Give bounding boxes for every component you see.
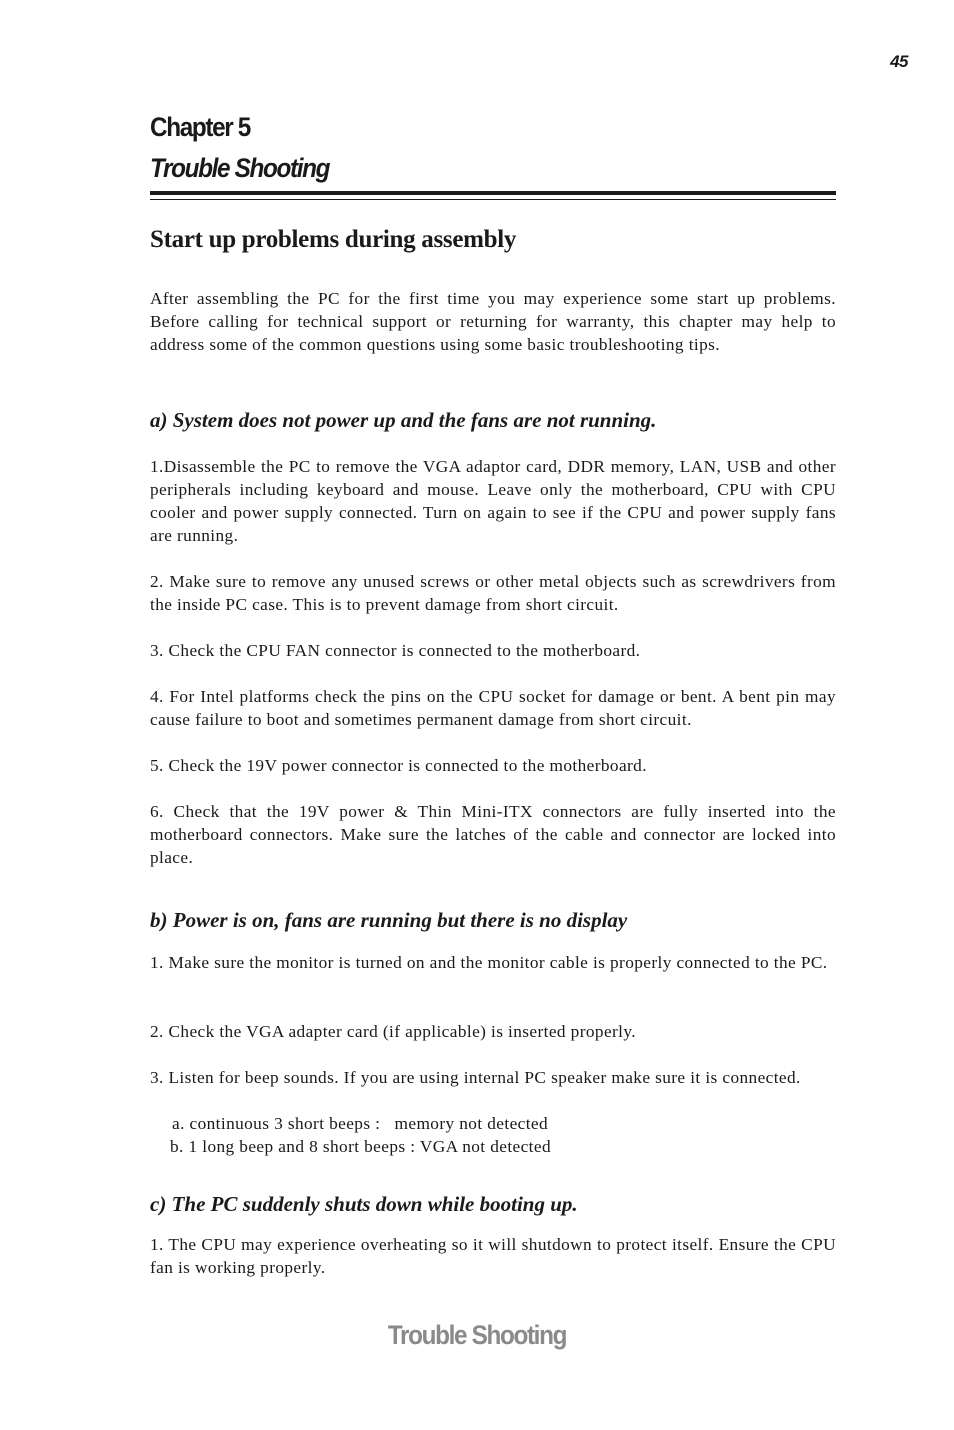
section-a-heading: a) System does not power up and the fans are not running. bbox=[150, 408, 657, 432]
section-a-item-1: 1.Disassemble the PC to remove the VGA adaptor card, DDR memory, LAN, USB and other peripherals including keyboard and mouse. Leave only the motherboard, CPU with CPU cooler and power supply connected. Turn on again to see if the CPU and power supply fans are running. bbox=[150, 457, 836, 545]
section-c-item-1: 1. The CPU may experience overheating so it will shutdown to protect itself. Ensure the CPU fan is working properly. bbox=[150, 1235, 836, 1277]
beep-item-b: b. 1 long beep and 8 short beeps : VGA not detected bbox=[170, 1137, 551, 1156]
section-b-heading: b) Power is on, fans are running but there is no display bbox=[150, 908, 628, 932]
section-a-item-4: 4. For Intel platforms check the pins on the CPU socket for damage or bent. A bent pin may cause failure to boot and sometimes permanent damage from short circuit. bbox=[150, 687, 836, 729]
section-a-item-2: 2. Make sure to remove any unused screws or other metal objects such as screwdrivers from the inside PC case. This is to prevent damage from short circuit. bbox=[150, 572, 836, 614]
section-a-item-5: 5. Check the 19V power connector is connected to the motherboard. bbox=[150, 756, 647, 775]
chapter-title: Trouble Shooting bbox=[150, 153, 330, 183]
section-b-item-2: 2. Check the VGA adapter card (if applicable) is inserted properly. bbox=[150, 1022, 637, 1041]
chapter-label: Chapter 5 bbox=[150, 112, 250, 142]
section-b-item-3: 3. Listen for beep sounds. If you are using internal PC speaker make sure it is connected. bbox=[150, 1068, 801, 1087]
footer-text: Trouble Shooting bbox=[387, 1320, 567, 1350]
page-number: 45 bbox=[890, 52, 908, 71]
header-rule-thick bbox=[150, 191, 836, 195]
section-a-item-6: 6. Check that the 19V power & Thin Mini-ITX connectors are fully inserted into the motherboard connectors. Make sure the latches of the cable and connector are locked into place. bbox=[150, 802, 836, 867]
section-a-item-3: 3. Check the CPU FAN connector is connected to the motherboard. bbox=[150, 641, 641, 660]
header-rule-thin bbox=[150, 199, 836, 200]
section-c-heading: c) The PC suddenly shuts down while booting up. bbox=[150, 1192, 578, 1216]
section-title: Start up problems during assembly bbox=[150, 226, 517, 253]
intro-paragraph: After assembling the PC for the first time you may experience some start up problems. Before calling for technical support or returning for warranty, this chapter may help to address some of the common questions using some basic troubleshooting tips. bbox=[150, 289, 836, 354]
section-b-item-1: 1. Make sure the monitor is turned on and the monitor cable is properly connected to the PC. bbox=[150, 953, 828, 972]
footer-title bbox=[0, 1320, 954, 1351]
beep-item-a: a. continuous 3 short beeps : memory not detected bbox=[172, 1114, 549, 1133]
